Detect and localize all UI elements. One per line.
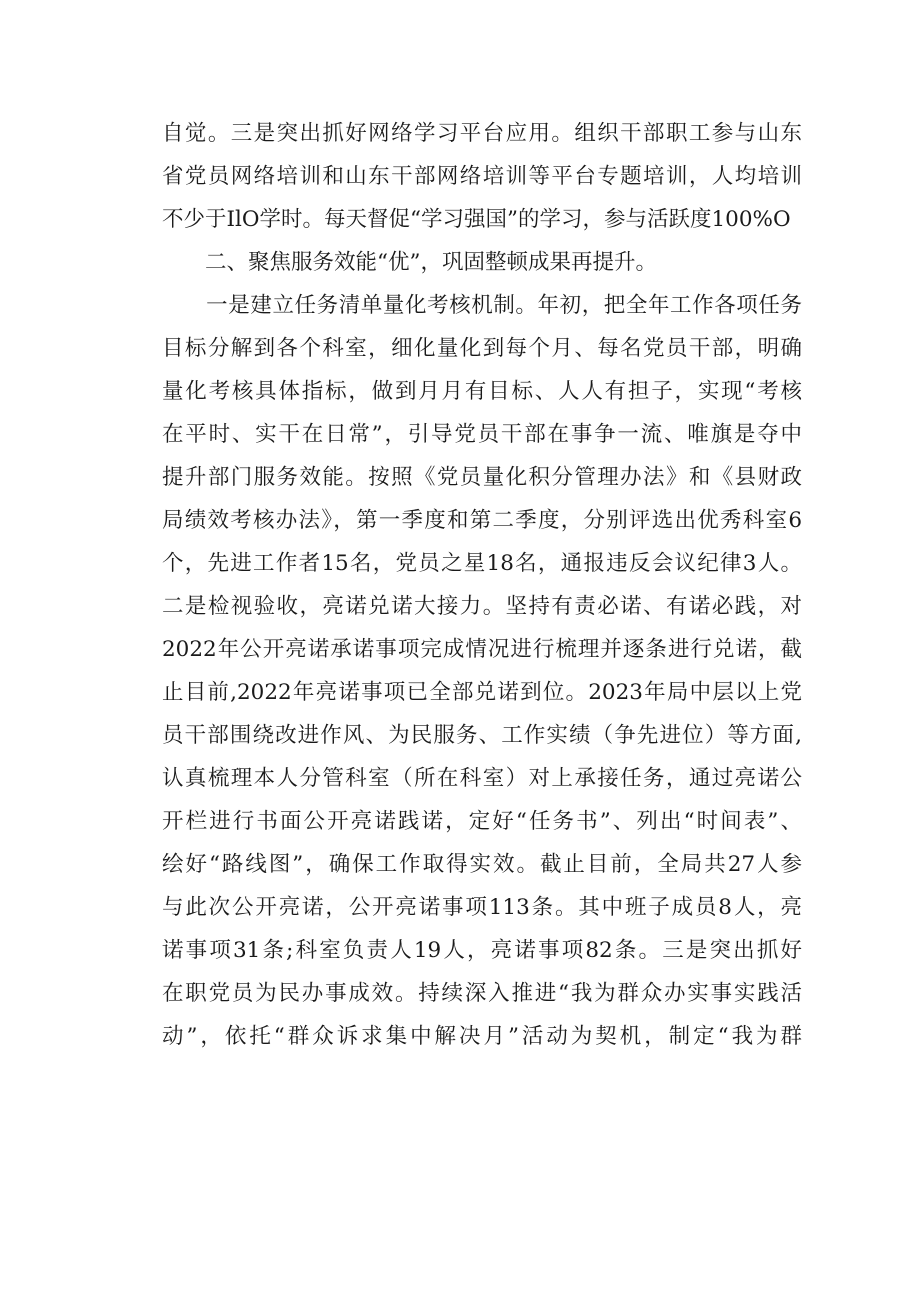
text-line: 自觉。三是突出抓好网络学习平台应用。组织干部职工参与山东	[162, 121, 802, 146]
text-line: 绘好“路线图”，确保工作取得实效。截止目前，全局共27人参	[162, 852, 802, 877]
text-line: 二是检视验收，亮诺兑诺大接力。坚持有责必诺、有诺必践，对	[162, 594, 802, 619]
text-line: 与此次公开亮诺，公开亮诺事项113条。其中班子成员8人，亮	[162, 895, 802, 920]
text-line: 动”，依托“群众诉求集中解决月”活动为契机，制定“我为群	[162, 1024, 802, 1049]
text-line: 在平时、实干在日常”，引导党员干部在事争一流、唯旗是夺中	[162, 422, 802, 447]
text-line: 目标分解到各个科室，细化量化到每个月、每名党员干部，明确	[162, 336, 802, 361]
text-line: 省党员网络培训和山东干部网络培训等平台专题培训，人均培训	[162, 164, 802, 189]
text-line: 止目前,2022年亮诺事项已全部兑诺到位。2023年局中层以上党	[162, 680, 802, 705]
text-line: 量化考核具体指标，做到月月有目标、人人有担子，实现“考核	[162, 379, 802, 404]
text-line: 局绩效考核办法》，第一季度和第二季度，分别评选出优秀科室6	[162, 508, 802, 533]
text-line: 员干部围绕改进作风、为民服务、工作实绩（争先进位）等方面,	[162, 723, 802, 748]
text-line: 诺事项31条;科室负责人19人，亮诺事项82条。三是突出抓好	[162, 938, 802, 963]
text-line: 提升部门服务效能。按照《党员量化积分管理办法》和《县财政	[162, 465, 802, 490]
text-line: 一是建立任务清单量化考核机制。年初，把全年工作各项任务	[162, 293, 802, 318]
text-line: 2022年公开亮诺承诺事项完成情况进行梳理并逐条进行兑诺，截	[162, 637, 802, 662]
section-heading: 二、聚焦服务效能“优”，巩固整顿成果再提升。	[162, 250, 657, 275]
text-line: 不少于IlO学时。每天督促“学习强国”的学习，参与活跃度100%O	[162, 207, 791, 232]
text-line: 开栏进行书面公开亮诺践诺，定好“任务书”、列出“时间表”、	[162, 809, 802, 834]
text-line: 认真梳理本人分管科室（所在科室）对上承接任务，通过亮诺公	[162, 766, 802, 791]
text-line: 个，先进工作者15名，党员之星18名，通报违反会议纪律3人。	[162, 551, 802, 576]
text-line: 在职党员为民办事成效。持续深入推进“我为群众办实事实践活	[162, 981, 802, 1006]
document-body	[162, 112, 802, 1058]
